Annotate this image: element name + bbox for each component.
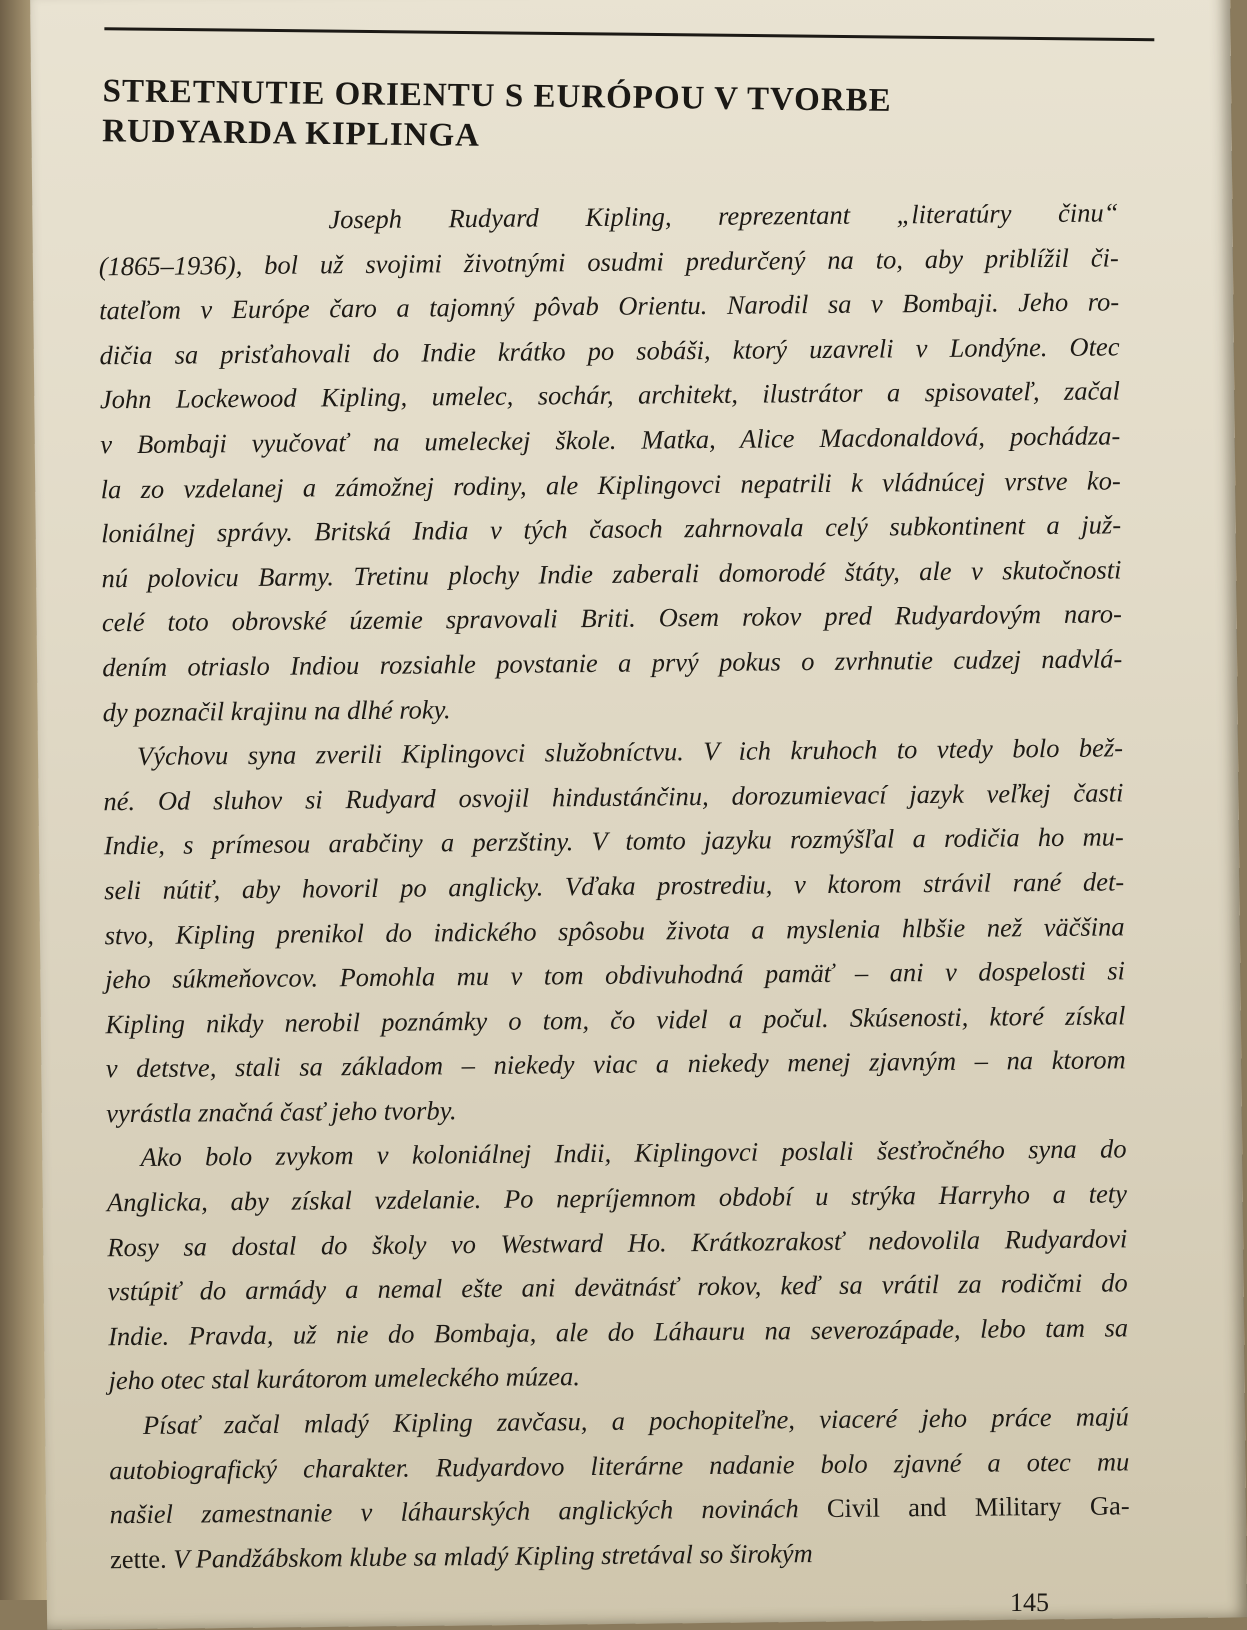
heading-line-2: RUDYARDA KIPLINGA — [101, 113, 481, 154]
text-line: vstúpiť do armády a nemal ešte ani devätnásť rokov, keď sa vrátil za rodičmi do — [107, 1267, 1128, 1307]
text-line: v detstve, stali sa základom – niekedy viac a niekedy menej zjavným – na ktorom — [105, 1044, 1126, 1084]
text-line: né. Od sluhov si Rudyard osvojil hindustánčinu, dorozumievací jazyk veľkej časti — [103, 777, 1124, 816]
text-line: Písať začal mladý Kipling zavčasu, a pochopiteľne, viaceré jeho práce majú — [142, 1401, 1129, 1440]
text-line: dičia sa prisťahovali do Indie krátko po sobáši, ktorý uzavreli v Londýne. Otec — [99, 331, 1120, 371]
text-line-mixed — [109, 1484, 1129, 1537]
text-line: stvo, Kipling prenikol do indického spôsobu života a myslenia hlbšie než väčšina — [104, 910, 1125, 950]
heading-line-1: STRETNUTIE ORIENTU S EURÓPOU V TVORBE — [102, 73, 892, 119]
page-number: 145 — [1010, 1588, 1049, 1617]
text-line: Rosy sa dostal do školy vo Westward Ho. Krátkozrakosť nedovolila Rudyardovi — [107, 1223, 1128, 1262]
header-rule — [104, 27, 1154, 41]
text-line: autobiografický charakter. Rudyardovo literárne nadanie bolo zjavné a otec mu — [109, 1445, 1130, 1485]
italic-run: V Pandžábskom klube sa mladý Kipling stretával so širokým — [173, 1537, 813, 1574]
text-line: tateľom v Európe čaro a tajomný pôvab Orientu. Narodil sa v Bombaji. Jeho ro- — [99, 286, 1120, 326]
text-line: (1865–1936), bol už svojimi životnými osudmi predurčený na to, aby priblížil či- — [98, 241, 1119, 281]
chapter-heading — [102, 71, 1143, 164]
text-line: Indie. Pravda, už nie do Bombaja, ale do Láhauru na severozápade, lebo tam sa — [107, 1312, 1129, 1352]
newspaper-title-part-2: zette. — [109, 1543, 167, 1575]
text-line: Anglicka, aby získal vzdelanie. Po nepríjemnom období u strýka Harryho a tety — [106, 1178, 1128, 1218]
text-line: Joseph Rudyard Kipling, reprezentant „literatúry činu“ — [328, 197, 1119, 235]
body-text — [98, 190, 1130, 1581]
text-line-mixed — [110, 1528, 1130, 1581]
text-line: dením otriaslo Indiou rozsiahle povstanie a prvý pokus o zvrhnutie cudzej nadvlá- — [102, 643, 1123, 683]
italic-run: našiel zamestnanie v láhaurských anglických novinách — [109, 1493, 799, 1530]
text-line: Indie, s prímesou arabčiny a perzštiny. V tomto jazyku rozmýšľal a rodičia ho mu- — [103, 821, 1124, 861]
text-line: loniálnej správy. Britská India v tých časoch zahrnovala celý subkontinent a juž- — [100, 509, 1122, 549]
text-line: seli nútiť, aby hovoril po anglicky. Vďaka prostrediu, v ktorom strávil rané det- — [104, 866, 1125, 906]
text-line: Výchovu syna zverili Kiplingovci služobníctvu. V ich kruhoch to vtedy bolo bež- — [136, 732, 1124, 772]
newspaper-title-part-1: Civil and Military Ga- — [826, 1490, 1130, 1524]
paragraph-3 — [106, 1127, 1128, 1403]
text-line: la zo vzdelanej a zámožnej rodiny, ale Kiplingovci nepatrili k vládnúcej vrstve ko- — [100, 464, 1121, 504]
paragraph-2 — [103, 726, 1126, 1136]
text-line: celé toto obrovské územie spravovali Briti. Osem rokov pred Rudyardovým naro- — [101, 598, 1122, 638]
text-line: jeho súkmeňovcov. Pomohla mu v tom obdivuhodná pamäť – ani v dospelosti si — [104, 955, 1126, 995]
paragraph-1 — [98, 190, 1123, 734]
text-line: v Bombaji vyučovať na umeleckej škole. Matka, Alice Macdonaldová, pochádza- — [100, 420, 1121, 460]
text-line: nú polovicu Barmy. Tretinu plochy Indie zaberali domorodé štáty, ale v skutočnosti — [101, 554, 1122, 594]
text-line: Kipling nikdy nerobil poznámky o tom, čo videl a počul. Skúsenosti, ktoré získal — [105, 1000, 1126, 1039]
paragraph-4 — [109, 1394, 1131, 1581]
text-line: vyrástla značná časť jeho tvorby. — [106, 1095, 457, 1129]
text-line: Ako bolo zvykom v koloniálnej Indii, Kiplingovci poslali šesťročného syna do — [140, 1133, 1127, 1173]
book-page — [30, 0, 1247, 1630]
text-line: dy poznačil krajinu na dlhé roky. — [102, 693, 451, 727]
text-line: John Lockewood Kipling, umelec, sochár, architekt, ilustrátor a spisovateľ, začal — [99, 375, 1121, 415]
text-line: jeho otec stal kurátorom umeleckého múzea. — [108, 1361, 581, 1396]
